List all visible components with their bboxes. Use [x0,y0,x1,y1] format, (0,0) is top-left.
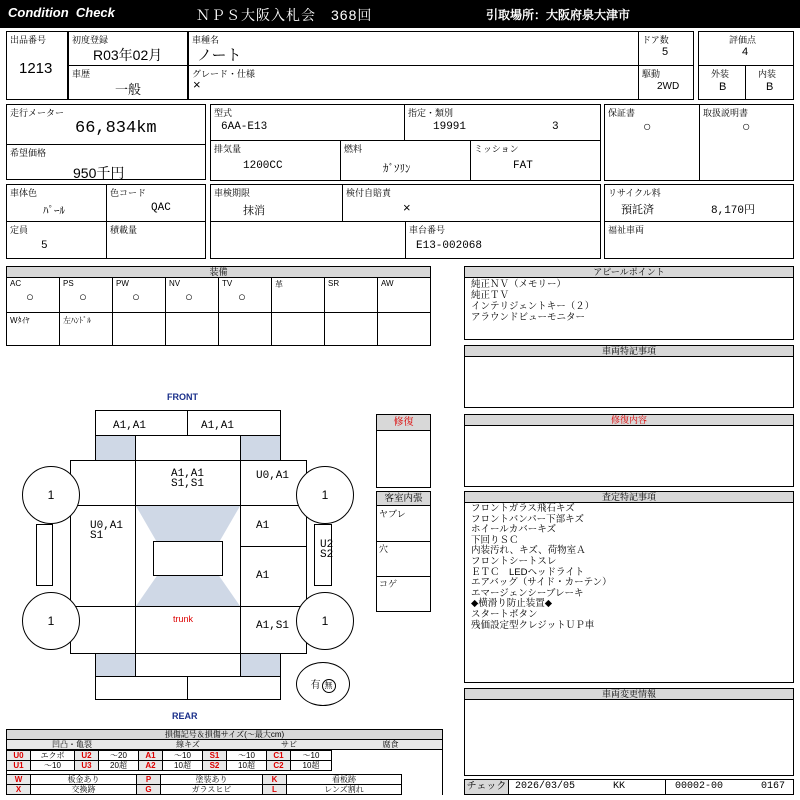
doors-label: ドア数 [642,35,669,45]
code-value: QAC [151,202,171,214]
car-name-label: 車種名 [192,35,220,45]
equip-mark-pw: ○ [132,289,140,304]
first-reg-label: 初度登録 [72,35,109,45]
footer-bar [464,779,794,795]
legend-header-dent: 凹凸・亀裂 [7,740,137,750]
rear-center[interactable] [135,653,241,677]
front-left-damage: A1,A1 [113,420,147,432]
tax-label: 検付自賠責 [346,188,392,198]
interior-tear: ヤブレ [379,509,406,519]
staff-code: KK [613,781,626,792]
doors-value: 5 [662,46,669,58]
legend-desc: 〜10 [30,760,75,771]
legend-desc: 〜10 [226,750,267,761]
hood-damage: A1,A1 S1,S1 [171,468,205,490]
code-label: 色コード [110,188,147,198]
appeal-lines [471,279,594,323]
right-front-fender-damage: U0,A1 [256,470,290,482]
divider [377,278,378,345]
left-step[interactable] [36,524,53,586]
divider [165,278,166,345]
inspection-line: 内装汚れ、キズ、荷物室Ａ [471,545,586,557]
appeal-title: アピールポイント [465,267,793,278]
warranty-label: 保証書 [608,108,636,118]
spare-label: 有 [310,680,321,691]
chassis-label: 車台番号 [409,225,446,235]
left-front-fender[interactable] [70,460,136,506]
price-label: 希望価格 [10,148,47,158]
manual-box [699,104,794,181]
legend-desc: 〜10 [162,750,203,761]
disp-box [210,140,341,181]
int-value: B [766,81,774,93]
legend-code: U1 [6,760,31,771]
repair-tag-label: 修復 [377,415,430,431]
int-label: 内装 [758,69,777,79]
divider [112,278,113,345]
spare-tire[interactable] [296,662,350,706]
equip-label-sr: SR [328,279,340,288]
legend-desc: エクボ [30,750,75,761]
changes-panel [464,688,794,776]
load-label: 積載量 [110,225,138,235]
inspection-line: フロントバンパー下部キズ [471,513,584,525]
spec-label: 指定・類別 [408,108,454,118]
disp-value: 1200CC [243,160,283,172]
mileage-label: 走行メーター [10,108,65,118]
welfare-label: 福祉車両 [608,225,645,235]
front-right-damage: A1,A1 [201,420,235,432]
equip-label-nv: NV [169,279,181,288]
legend-desc: レンズ割れ [286,784,402,795]
equip-label-ac: AC [10,279,22,288]
legend-code: G [136,784,161,795]
rear-left-corner[interactable] [95,653,136,677]
blank-box [210,221,406,259]
inspect-box [210,184,343,222]
legend-desc: 10超 [162,760,203,771]
lot-box [6,31,68,100]
equip-label-pw: PW [116,279,129,288]
legend-code: X [6,784,31,795]
manual-label: 取扱説明書 [703,108,749,118]
interior-title: 客室内張 [377,492,430,506]
inspection-line: ◆横滑り防止装置◆ [471,598,553,610]
check-date: 2026/03/05 [515,781,576,792]
rear-right-corner[interactable] [240,653,281,677]
mission-value: FAT [513,160,533,172]
warranty-value: ○ [643,118,652,134]
equip-mark-tv: ○ [238,289,246,304]
legend-desc: 看板跡 [286,774,402,785]
recycle-status: 預託済 [621,204,654,216]
roof-panel[interactable] [153,541,223,576]
legend-desc: 10超 [226,760,267,771]
divider [324,278,325,345]
equipment-title: 装備 [7,267,430,278]
legend-code: A1 [138,750,163,761]
legend-code: S1 [202,750,227,761]
right-front-door[interactable] [240,505,307,547]
first-reg-box [68,31,188,66]
special-panel [464,345,794,408]
inspection-line: 下回りＳＣ [471,534,519,546]
lot-number: 1213 [19,60,53,77]
doc-code-1: 00002-00 [675,781,724,792]
wheel-rear-left[interactable]: 1 [22,592,80,650]
appeal-line: 純正ＮＶ（メモリー） [471,279,567,290]
grade-value: × [193,77,201,92]
inspection-line: フロントシートスレ [471,555,557,567]
right-front-door-damage: A1 [256,520,270,532]
first-reg-value: R03年02月 [93,47,163,63]
doc-code-2: 0167 [761,781,786,792]
inspect-value: 抹消 [243,205,265,217]
fuel-label: 燃料 [344,144,363,154]
fuel-box [340,140,471,181]
right-rear-door[interactable] [240,546,307,607]
appeal-line: インテリジェントキー（２） [471,301,595,312]
legend-code: U3 [74,760,99,771]
special-title: 車両特記事項 [465,346,793,357]
rear-label: REAR [172,711,198,721]
legend-code: P [136,774,161,785]
legend-code: C1 [266,750,291,761]
score-box [698,31,794,66]
legend-header-rust: サビ [239,740,339,750]
divider [665,780,666,794]
equip-label-left-handle: 左ﾊﾝﾄﾞﾙ [63,316,91,325]
inspection-line: エマージェンシーブレーキ [471,587,584,599]
left-side-damage: U0,A1 S1 [90,520,124,542]
recycle-label: リサイクル料 [608,188,661,198]
appeal-line: 純正ＴＶ [471,290,510,301]
left-rear-fender[interactable] [70,606,136,654]
legend-title: 損傷記号＆損傷サイズ(〜最大cm) [7,730,442,740]
inspection-title: 査定特記事項 [465,492,793,503]
equip-mark-nv: ○ [185,289,193,304]
tax-value: × [403,200,411,215]
spare-mark: 無 [322,679,336,693]
wheel-front-left[interactable]: 1 [22,466,80,524]
equip-mark-ac: ○ [26,289,34,304]
legend-desc: 20超 [98,760,139,771]
model-value: 6AA-E13 [221,121,268,133]
tax-box [342,184,601,222]
equip-label-ps: PS [63,279,74,288]
chassis-box [405,221,601,259]
legend-code: U2 [74,750,99,761]
right-step-damage: U2 S2 [320,539,334,561]
inspection-line: 残価設定型クレジットＵＰ車 [471,619,595,631]
legend-code: S2 [202,760,227,771]
right-rear-fender-damage: A1,S1 [256,620,290,632]
wheel-rear-right[interactable]: 1 [296,592,354,650]
capacity-box [6,221,107,259]
divider [218,278,219,345]
lot-label: 出品番号 [10,35,47,45]
inspection-lines [471,504,612,631]
spec-box [404,104,601,141]
inspect-label: 車検期限 [214,188,251,198]
legend-desc: 交換跡 [30,784,137,795]
legend-desc: ガラスヒビ [160,784,263,795]
wheel-front-right[interactable]: 1 [296,466,354,524]
fuel-value: ｶﾞｿﾘﾝ [383,163,411,175]
grade-box [188,65,639,100]
history-value: 一般 [115,82,142,97]
welfare-box [604,221,794,259]
code-box [106,184,206,222]
legend-code: A2 [138,760,163,771]
inspection-line: フロントガラス飛石キズ [471,503,575,514]
spec-value-1: 19991 [433,121,467,133]
inspection-line: ホイールカバーキズ [471,524,557,536]
car-name-box [188,31,639,66]
repair-tag [376,414,431,488]
equip-label-tv: TV [222,279,233,288]
score-label: 評価点 [729,35,757,45]
legend-header-corrosion: 腐食 [339,740,442,750]
interior-burn: コゲ [379,579,398,589]
header-bar [0,0,800,28]
front-label: FRONT [167,392,198,402]
recycle-box [604,184,794,222]
mileage-box [6,104,206,145]
legend-desc: 〜10 [290,750,332,761]
color-label: 車体色 [10,188,38,198]
divider [59,278,60,345]
drive-label: 駆動 [642,69,661,79]
brand-title: Condition Check [8,5,115,20]
inspection-line: スタートボタン [471,608,538,620]
price-box [6,144,206,180]
equip-label-leather: 革 [275,280,283,289]
history-box [68,65,188,100]
legend-code: K [262,774,287,785]
legend-desc: 塗装あり [160,774,263,785]
equip-label-aw: AW [381,279,394,288]
car-name-value: ノート [197,47,242,64]
legend-header-scratch: 線キズ [137,740,239,750]
appeal-panel [464,266,794,340]
chassis-value: E13-002068 [416,240,483,252]
doors-box [638,31,694,66]
warranty-box [604,104,700,181]
model-box [210,104,405,141]
int-box [745,65,794,100]
repair-title: 修復内容 [465,415,793,426]
mileage-value: 66,834km [75,119,157,138]
capacity-value: 5 [41,240,48,252]
ext-box [698,65,746,100]
spec-value-2: 3 [552,121,559,133]
manual-value: ○ [742,118,751,134]
legend-code: C2 [266,760,291,771]
disp-label: 排気量 [214,144,242,154]
rear-bumper-left[interactable] [95,676,188,700]
front-center[interactable] [135,435,241,461]
capacity-label: 定員 [10,225,29,235]
legend-code: U0 [6,750,31,761]
ext-label: 外装 [711,69,730,79]
ext-value: B [719,81,727,93]
interior-panel [376,491,431,612]
appeal-line: アラウンドビューモニター [471,312,586,323]
legend-code: L [262,784,287,795]
drive-box [638,65,694,100]
trunk-label: trunk [173,614,194,624]
legend-desc: 10超 [290,760,332,771]
repair-panel [464,414,794,487]
inspection-line: エアバッグ（サイド・カーテン） [471,577,612,589]
inspection-line: ＥＴＣ LEDヘッドライト [471,566,585,578]
legend-grid [6,750,443,796]
divider [271,278,272,345]
grade-label: グレード・仕様 [192,69,256,79]
pickup-location: 引取場所：大阪府泉大津市 [486,8,631,22]
equip-label-wtire: Wﾀｲﾔ [10,316,30,325]
auction-title: ＮＰＳ大阪入札会 368回 [196,7,373,23]
equipment-panel [6,266,431,346]
front-left-corner[interactable] [95,435,136,461]
mission-box [470,140,601,181]
load-box [106,221,206,259]
legend-desc: 板金あり [30,774,137,785]
score-value: 4 [742,46,749,58]
legend-desc: 〜20 [98,750,139,761]
legend-code: W [6,774,31,785]
history-label: 車歴 [72,69,91,79]
front-right-corner[interactable] [240,435,281,461]
interior-hole: 穴 [379,544,389,554]
inspection-panel [464,491,794,683]
recycle-amount: 8,170円 [711,205,756,217]
price-value: 950千円 [73,165,125,181]
color-value: ﾊﾟｰﾙ [43,205,65,217]
model-label: 型式 [214,108,233,118]
changes-title: 車両変更情報 [465,689,793,700]
check-label: チェック [465,780,509,794]
drive-value: 2WD [657,81,680,92]
color-box [6,184,107,222]
equip-mark-ps: ○ [79,289,87,304]
right-rear-door-damage: A1 [256,570,270,582]
mission-label: ミッション [474,144,519,154]
rear-bumper-right[interactable] [187,676,281,700]
